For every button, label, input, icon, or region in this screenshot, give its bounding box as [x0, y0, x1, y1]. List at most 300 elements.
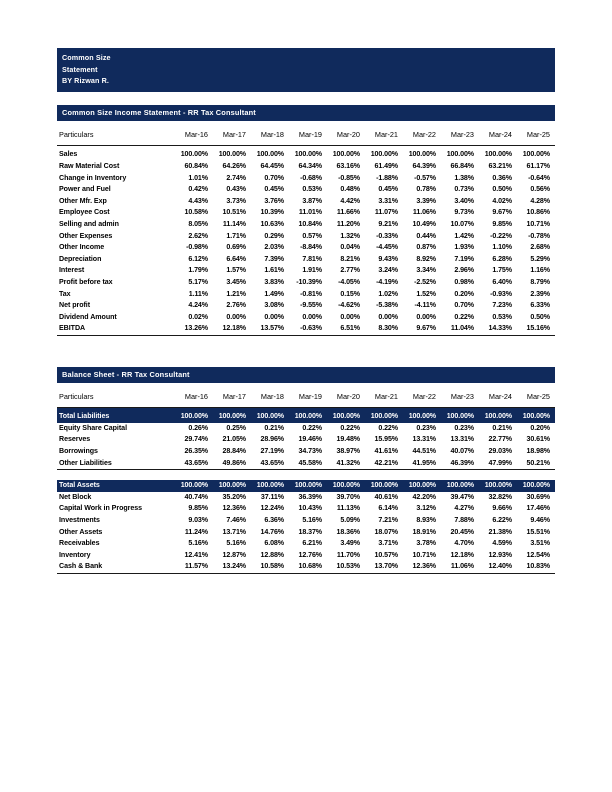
row-value: 3.08% [264, 301, 284, 310]
row-value: -0.78% [528, 231, 550, 240]
row-value: 41.95% [412, 458, 436, 467]
row-value: 0.42% [188, 185, 208, 194]
row-value: 100.00% [218, 150, 246, 159]
row-value: 13.31% [450, 435, 474, 444]
row-value: 12.54% [526, 550, 550, 559]
row-value: 10.51% [222, 208, 246, 217]
table-end-rule-cell [57, 574, 555, 578]
table-row [57, 265, 555, 277]
row-value: 100.00% [479, 407, 517, 423]
row-value: -10.39% [296, 277, 322, 286]
row-value: 11.57% [184, 562, 208, 571]
row-value: 1.11% [188, 289, 208, 298]
row-value: 5.29% [530, 254, 550, 263]
row-value: 10.58% [184, 208, 208, 217]
row-value: 10.53% [336, 562, 360, 571]
income-col-mar-19: Mar-19 [298, 129, 322, 139]
row-value: -0.98% [186, 243, 208, 252]
row-value: 100.00% [294, 150, 322, 159]
row-value: 8.92% [416, 254, 436, 263]
table-row [57, 492, 555, 504]
row-value: 0.04% [340, 243, 360, 252]
row-value: 11.70% [336, 550, 360, 559]
row-value: 6.51% [340, 324, 360, 333]
row-value: 2.96% [454, 266, 474, 275]
row-value: -4.19% [376, 277, 398, 286]
row-value: -0.57% [414, 173, 436, 182]
row-value: 13.31% [412, 435, 436, 444]
row-value: 27.19% [260, 447, 284, 456]
row-value: 0.78% [416, 185, 436, 194]
row-value: 12.40% [488, 562, 512, 571]
table-row [57, 550, 555, 562]
table-end-rule [57, 574, 555, 578]
row-value: 5.16% [302, 516, 322, 525]
row-value: 0.43% [226, 185, 246, 194]
row-value: 30.61% [526, 435, 550, 444]
row-value: 29.03% [488, 447, 512, 456]
row-label: Borrowings [59, 447, 98, 456]
balance-sheet-liabilities-body [57, 407, 555, 480]
row-value: 4.70% [454, 539, 474, 548]
row-value: 9.85% [188, 504, 208, 513]
row-value: 12.36% [222, 504, 246, 513]
row-value: 0.00% [226, 312, 246, 321]
row-value: 0.26% [188, 423, 208, 432]
row-value: 0.87% [416, 243, 436, 252]
row-value: 6.64% [226, 254, 246, 263]
table-row [57, 219, 555, 231]
row-value: 40.61% [374, 492, 398, 501]
row-value: 9.67% [492, 208, 512, 217]
row-value: 6.22% [492, 516, 512, 525]
row-value: 4.42% [340, 196, 360, 205]
row-value: 61.17% [526, 161, 550, 170]
balance-col-mar-16: Mar-16 [184, 391, 208, 401]
row-value: 100.00% [256, 150, 284, 159]
row-value: 11.66% [336, 208, 360, 217]
row-label: Depreciation [59, 254, 102, 263]
table-row [57, 300, 555, 312]
row-value: 7.81% [302, 254, 322, 263]
row-value: 12.41% [184, 550, 208, 559]
row-value: 29.74% [184, 435, 208, 444]
row-value: 6.21% [302, 539, 322, 548]
row-value: 18.91% [412, 527, 436, 536]
row-value: 3.39% [416, 196, 436, 205]
row-value: -4.05% [338, 277, 360, 286]
table-row [57, 480, 555, 492]
row-value: 100.00% [180, 150, 208, 159]
row-value: 9.73% [454, 208, 474, 217]
row-value: 10.68% [298, 562, 322, 571]
row-value: 64.45% [260, 161, 284, 170]
row-value: 12.88% [260, 550, 284, 559]
row-value: -0.63% [300, 324, 322, 333]
balance-sheet-table [57, 392, 555, 577]
row-value: 0.02% [188, 312, 208, 321]
row-label: Inventory [59, 550, 91, 559]
table-row [57, 145, 555, 161]
income-statement-banner: Common Size Income Statement - RR Tax Consultant [57, 105, 555, 121]
row-value: 46.39% [450, 458, 474, 467]
row-value: 3.87% [302, 196, 322, 205]
row-value: 10.71% [412, 550, 436, 559]
row-value: 13.71% [222, 527, 246, 536]
income-statement-body [57, 145, 555, 338]
table-row [57, 254, 555, 266]
row-value: 0.69% [226, 243, 246, 252]
row-value: 3.78% [416, 539, 436, 548]
row-value: 2.68% [530, 243, 550, 252]
row-value: 100.00% [403, 407, 441, 423]
spacer-between-sections [57, 339, 555, 367]
income-statement-table [57, 130, 555, 339]
income-col-mar-25: Mar-25 [526, 129, 550, 139]
table-row [57, 289, 555, 301]
row-label: Profit before tax [59, 277, 113, 286]
row-value: 100.00% [441, 407, 479, 423]
row-value: 10.43% [298, 504, 322, 513]
balance-col-mar-21: Mar-21 [374, 391, 398, 401]
row-value: 1.75% [492, 266, 512, 275]
row-value: -2.52% [414, 277, 436, 286]
row-value: 3.45% [226, 277, 246, 286]
row-value: 1.71% [226, 231, 246, 240]
row-value: 11.13% [336, 504, 360, 513]
row-value: 19.46% [298, 435, 322, 444]
row-value: 47.99% [488, 458, 512, 467]
row-value: 13.57% [260, 324, 284, 333]
row-value: 30.69% [526, 492, 550, 501]
row-value: 1.49% [264, 289, 284, 298]
document-title-line-2: Statement [62, 64, 98, 74]
row-value: 3.51% [530, 539, 550, 548]
row-label: Raw Material Cost [59, 161, 120, 170]
income-col-mar-18: Mar-18 [260, 129, 284, 139]
row-value: 0.53% [302, 185, 322, 194]
row-value: 0.15% [340, 289, 360, 298]
row-label: Total Assets [57, 480, 175, 492]
row-value: 10.71% [526, 219, 550, 228]
row-value: 28.96% [260, 435, 284, 444]
row-value: 100.00% [365, 407, 403, 423]
row-value: 12.18% [450, 550, 474, 559]
row-value: 40.07% [450, 447, 474, 456]
row-label: Investments [59, 516, 100, 525]
row-value: 22.77% [488, 435, 512, 444]
row-value: -4.62% [338, 301, 360, 310]
statement-sheet [57, 48, 555, 577]
income-col-mar-24: Mar-24 [488, 129, 512, 139]
row-value: 10.84% [298, 219, 322, 228]
row-value: 10.63% [260, 219, 284, 228]
row-value: 1.57% [226, 266, 246, 275]
row-value: 0.48% [340, 185, 360, 194]
row-value: 0.50% [530, 312, 550, 321]
row-value: 10.83% [526, 562, 550, 571]
row-value: 0.21% [492, 423, 512, 432]
income-statement-header-row [57, 130, 555, 139]
row-label: Reserves [59, 435, 91, 444]
row-value: 1.42% [454, 231, 474, 240]
document-title-line-1: Common Size [62, 53, 111, 62]
row-value: 100.00% [213, 407, 251, 423]
row-value: 10.07% [450, 219, 474, 228]
row-value: 12.93% [488, 550, 512, 559]
row-value: 0.50% [492, 185, 512, 194]
income-col-mar-17: Mar-17 [222, 129, 246, 139]
row-value: 0.00% [264, 312, 284, 321]
income-col-mar-21: Mar-21 [374, 129, 398, 139]
row-value: 3.31% [378, 196, 398, 205]
balance-sheet-assets-body [57, 480, 555, 577]
table-row [57, 231, 555, 243]
row-value: 100.00% [522, 150, 550, 159]
row-label: Dividend Amount [59, 312, 117, 321]
row-value: 5.16% [188, 539, 208, 548]
row-value: -0.33% [376, 231, 398, 240]
row-value: 10.86% [526, 208, 550, 217]
row-value: 100.00% [441, 480, 479, 492]
row-label: Net Block [59, 492, 92, 501]
row-value: 11.04% [450, 324, 474, 333]
row-value: 11.06% [412, 208, 436, 217]
row-value: 0.53% [492, 312, 512, 321]
row-value: 45.58% [298, 458, 322, 467]
balance-col-mar-22: Mar-22 [412, 391, 436, 401]
income-col-particulars: Particulars [59, 129, 94, 139]
document-author-line: BY Rizwan R. [62, 76, 109, 86]
row-label: Receivables [59, 539, 100, 548]
row-value: 0.70% [264, 173, 284, 182]
row-label: Other Expenses [59, 231, 113, 240]
row-value: 66.84% [450, 161, 474, 170]
row-value: 17.46% [526, 504, 550, 513]
balance-col-mar-19: Mar-19 [298, 391, 322, 401]
row-value: 0.00% [340, 312, 360, 321]
row-label: EBITDA [59, 324, 86, 333]
table-row [57, 196, 555, 208]
row-value: 3.49% [340, 539, 360, 548]
row-value: 2.39% [530, 289, 550, 298]
row-value: 100.00% [517, 480, 555, 492]
row-value: 39.47% [450, 492, 474, 501]
row-value: 44.51% [412, 447, 436, 456]
row-value: 100.00% [175, 407, 213, 423]
row-value: 0.57% [302, 231, 322, 240]
row-value: 2.77% [340, 266, 360, 275]
row-value: 9.85% [492, 219, 512, 228]
row-label: Tax [59, 289, 71, 298]
table-row [57, 184, 555, 196]
table-row [57, 538, 555, 550]
row-value: 63.21% [488, 161, 512, 170]
row-label: Selling and admin [59, 219, 119, 228]
row-value: 12.36% [412, 562, 436, 571]
row-value: -0.81% [300, 289, 322, 298]
row-value: 6.36% [264, 516, 284, 525]
row-value: 0.20% [530, 423, 550, 432]
row-value: 0.00% [302, 312, 322, 321]
row-value: 3.76% [264, 196, 284, 205]
row-value: 100.00% [175, 480, 213, 492]
row-value: 8.05% [188, 219, 208, 228]
table-row [57, 434, 555, 446]
row-value: 6.40% [492, 277, 512, 286]
row-value: 2.62% [188, 231, 208, 240]
row-value: 64.26% [222, 161, 246, 170]
row-value: 42.21% [374, 458, 398, 467]
row-value: 10.39% [260, 208, 284, 217]
row-value: 14.33% [488, 324, 512, 333]
table-spacer-cell [57, 473, 555, 480]
row-value: 0.20% [454, 289, 474, 298]
balance-col-mar-24: Mar-24 [488, 391, 512, 401]
row-value: 3.24% [378, 266, 398, 275]
row-value: 7.39% [264, 254, 284, 263]
row-label: Other Liabilities [59, 458, 112, 467]
row-value: 18.36% [336, 527, 360, 536]
row-label: Other Mfr. Exp [59, 196, 107, 205]
table-row [57, 173, 555, 185]
row-value: 9.03% [188, 516, 208, 525]
row-value: 0.23% [416, 423, 436, 432]
row-value: 12.87% [222, 550, 246, 559]
row-value: 8.93% [416, 516, 436, 525]
row-value: 9.67% [416, 324, 436, 333]
row-value: 100.00% [365, 480, 403, 492]
row-value: 2.74% [226, 173, 246, 182]
row-value: 49.86% [222, 458, 246, 467]
row-value: 100.00% [213, 480, 251, 492]
row-value: 3.73% [226, 196, 246, 205]
row-label: Power and Fuel [59, 185, 111, 194]
balance-sheet-header-row [57, 392, 555, 401]
row-value: 0.44% [416, 231, 436, 240]
row-value: 100.00% [479, 480, 517, 492]
row-value: 50.21% [526, 458, 550, 467]
income-col-mar-20: Mar-20 [336, 129, 360, 139]
row-value: 41.32% [336, 458, 360, 467]
row-value: 1.93% [454, 243, 474, 252]
row-value: 7.46% [226, 516, 246, 525]
row-value: 0.00% [416, 312, 436, 321]
row-value: 3.12% [416, 504, 436, 513]
row-value: 0.22% [454, 312, 474, 321]
row-value: 13.24% [222, 562, 246, 571]
row-value: 15.51% [526, 527, 550, 536]
row-value: 9.46% [530, 516, 550, 525]
row-value: 100.00% [327, 407, 365, 423]
row-value: 61.49% [374, 161, 398, 170]
row-value: 5.17% [188, 277, 208, 286]
row-value: 34.73% [298, 447, 322, 456]
row-value: 100.00% [446, 150, 474, 159]
balance-sheet-banner: Balance Sheet - RR Tax Consultant [57, 367, 555, 383]
row-value: 64.39% [412, 161, 436, 170]
row-value: 2.76% [226, 301, 246, 310]
row-value: -0.93% [490, 289, 512, 298]
row-value: 9.21% [378, 219, 398, 228]
balance-col-mar-25: Mar-25 [526, 391, 550, 401]
row-label: Change in Inventory [59, 173, 127, 182]
row-value: 7.88% [454, 516, 474, 525]
row-value: 100.00% [370, 150, 398, 159]
row-value: 4.24% [188, 301, 208, 310]
row-value: 0.45% [378, 185, 398, 194]
row-value: -0.22% [490, 231, 512, 240]
row-value: 100.00% [327, 480, 365, 492]
row-value: 3.71% [378, 539, 398, 548]
table-row [57, 458, 555, 470]
spacer-after-income-banner [57, 121, 555, 130]
income-col-mar-22: Mar-22 [412, 129, 436, 139]
row-value: -4.11% [414, 301, 436, 310]
row-value: 3.83% [264, 277, 284, 286]
balance-col-particulars: Particulars [59, 391, 94, 401]
row-value: 100.00% [403, 480, 441, 492]
row-value: 8.30% [378, 324, 398, 333]
row-value: 100.00% [289, 407, 327, 423]
row-value: -5.38% [376, 301, 398, 310]
row-value: 1.02% [378, 289, 398, 298]
table-row [57, 446, 555, 458]
row-value: 0.70% [454, 301, 474, 310]
row-value: 64.34% [298, 161, 322, 170]
row-value: 26.35% [184, 447, 208, 456]
row-value: 0.22% [340, 423, 360, 432]
spacer-after-balance-banner [57, 383, 555, 392]
row-value: 100.00% [332, 150, 360, 159]
row-value: 6.28% [492, 254, 512, 263]
row-value: 100.00% [408, 150, 436, 159]
row-value: 12.76% [298, 550, 322, 559]
row-value: 11.14% [222, 219, 246, 228]
row-value: 7.21% [378, 516, 398, 525]
row-value: 4.28% [530, 196, 550, 205]
row-value: 8.21% [340, 254, 360, 263]
row-value: 21.05% [222, 435, 246, 444]
row-value: 4.27% [454, 504, 474, 513]
row-value: 39.70% [336, 492, 360, 501]
table-spacer-row [57, 473, 555, 480]
row-value: 18.37% [298, 527, 322, 536]
row-label: Interest [59, 266, 85, 275]
row-value: 0.25% [226, 423, 246, 432]
row-value: 1.52% [416, 289, 436, 298]
table-row [57, 312, 555, 324]
row-value: 36.39% [298, 492, 322, 501]
row-value: 10.58% [260, 562, 284, 571]
row-value: 1.10% [492, 243, 512, 252]
row-value: 0.36% [492, 173, 512, 182]
balance-col-mar-17: Mar-17 [222, 391, 246, 401]
row-value: 100.00% [289, 480, 327, 492]
row-value: 100.00% [517, 407, 555, 423]
row-value: -4.45% [376, 243, 398, 252]
row-label: Equity Share Capital [59, 423, 127, 432]
row-value: 20.45% [450, 527, 474, 536]
row-value: 11.24% [184, 527, 208, 536]
row-value: 63.16% [336, 161, 360, 170]
table-row [57, 503, 555, 515]
income-col-mar-16: Mar-16 [184, 129, 208, 139]
income-col-mar-23: Mar-23 [450, 129, 474, 139]
row-value: 11.01% [298, 208, 322, 217]
row-value: 35.20% [222, 492, 246, 501]
row-value: 1.61% [264, 266, 284, 275]
